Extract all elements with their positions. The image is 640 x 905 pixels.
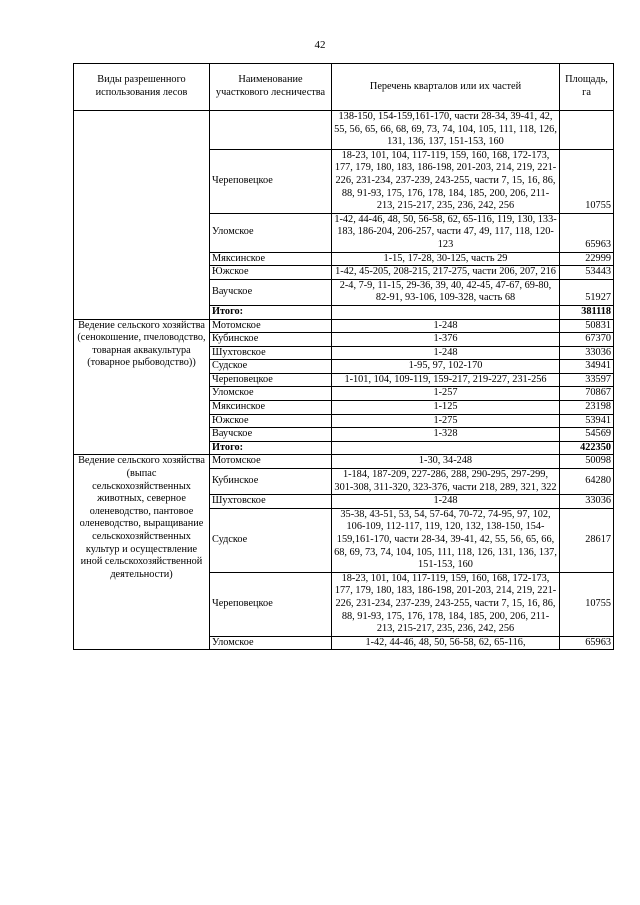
table-row [74,111,614,150]
forestry-name: Кубинское [210,333,332,347]
forestry-name: Уломское [210,387,332,401]
blocks-list: 35-38, 43-51, 53, 54, 57-64, 70-72, 74-95, 97, 102, 106-109, 112-117, 119, 120, 132, 138-150, 154-159,161-170, части 28-34, 39-41, 42, 55, 56, 65, 66, 68, 69, 73, 74, 104, 105, 111, 118, 126, 131, 136, 137, 151-153, 160 [332,508,560,572]
forestry-name: Судское [210,508,332,572]
blocks-list: 1-42, 44-46, 48, 50, 56-58, 62, 65-116, 119, 130, 133-183, 186-204, 206-257, части 47, 49, 117, 118, 120-123 [332,213,560,252]
use-type-cell: Ведение сельского хозяйства (сенокошение, пчеловодство, товарная аквакультура (товарное рыбоводство)) [74,319,210,455]
forestry-name: Судское [210,360,332,374]
total-value: 381118 [560,305,614,319]
forestry-name: Мотомское [210,455,332,469]
forestry-name: Ваучское [210,279,332,305]
area-value [560,111,614,150]
blocks-list: 1-30, 34-248 [332,455,560,469]
header-area: Площадь, га [560,64,614,111]
total-label: Итого: [210,441,332,455]
area-value: 70867 [560,387,614,401]
area-value: 53443 [560,266,614,280]
blocks-list: 1-248 [332,495,560,509]
total-blocks-empty [332,441,560,455]
table-row [74,319,614,333]
area-value: 50831 [560,319,614,333]
total-value: 422350 [560,441,614,455]
forestry-name [210,111,332,150]
forestry-name: Уломское [210,213,332,252]
blocks-list: 1-95, 97, 102-170 [332,360,560,374]
blocks-list: 1-42, 45-205, 208-215, 217-275, части 206, 207, 216 [332,266,560,280]
forestry-name: Кубинское [210,469,332,495]
forestry-name: Череповецкое [210,373,332,387]
blocks-list: 2-4, 7-9, 11-15, 29-36, 39, 40, 42-45, 47-67, 69-80, 82-91, 93-106, 109-328, часть 68 [332,279,560,305]
area-value: 10755 [560,149,614,213]
header-use: Виды разрешенного использования лесов [74,64,210,111]
blocks-list: 138-150, 154-159,161-170, части 28-34, 39-41, 42, 55, 56, 65, 66, 68, 69, 73, 74, 104, 105, 111, 118, 126, 131, 136, 137, 151-153, 160 [332,111,560,150]
page-number: 42 [314,39,326,51]
blocks-list: 1-184, 187-209, 227-286, 288, 290-295, 297-299, 301-308, 311-320, 323-376, части 218, 289, 321, 322 [332,469,560,495]
area-value: 22999 [560,252,614,266]
area-value: 10755 [560,572,614,636]
forestry-name: Мяксинское [210,401,332,415]
use-type-cell: Ведение сельского хозяйства (выпас сельскохозяйственных животных, северное оленеводство, пантовое оленеводство, выращивание сельскохозяйственных культур и осуществление иной сельскохозяйственной деятельности) [74,455,210,650]
forestry-name: Ваучское [210,428,332,442]
area-value: 33597 [560,373,614,387]
area-value: 67370 [560,333,614,347]
forestry-name: Шухтовское [210,495,332,509]
forestry-name: Череповецкое [210,572,332,636]
area-value: 33036 [560,346,614,360]
forestry-name: Шухтовское [210,346,332,360]
area-value: 28617 [560,508,614,572]
blocks-list: 1-42, 44-46, 48, 50, 56-58, 62, 65-116, [332,636,560,650]
area-value: 50098 [560,455,614,469]
blocks-list: 1-376 [332,333,560,347]
use-type-cell [74,111,210,320]
forestry-name: Череповецкое [210,149,332,213]
forest-use-table [73,63,614,650]
blocks-list: 1-15, 17-28, 30-125, часть 29 [332,252,560,266]
area-value: 65963 [560,213,614,252]
blocks-list: 1-257 [332,387,560,401]
blocks-list: 1-125 [332,401,560,415]
blocks-list: 1-328 [332,428,560,442]
blocks-list: 1-101, 104, 109-119, 159-217, 219-227, 231-256 [332,373,560,387]
forestry-name: Южское [210,414,332,428]
area-value: 64280 [560,469,614,495]
forestry-name: Мяксинское [210,252,332,266]
total-blocks-empty [332,305,560,319]
area-value: 33036 [560,495,614,509]
area-value: 34941 [560,360,614,374]
blocks-list: 1-275 [332,414,560,428]
area-value: 53941 [560,414,614,428]
table-row [74,455,614,469]
area-value: 23198 [560,401,614,415]
blocks-list: 18-23, 101, 104, 117-119, 159, 160, 168, 172-173, 177, 179, 180, 183, 186-198, 201-203, 214, 219, 221-226, 231-234, 237-239, 243-255, части 7, 15, 16, 86, 88, 91-93, 175, 176, 178, 184, 185, 200, 206, 211-213, 215-217, 235, 236, 242, 256 [332,572,560,636]
blocks-list: 1-248 [332,319,560,333]
table-header-row [74,64,614,111]
area-value: 54569 [560,428,614,442]
total-label: Итого: [210,305,332,319]
forestry-name: Мотомское [210,319,332,333]
forestry-name: Уломское [210,636,332,650]
header-blocks: Перечень кварталов или их частей [332,64,560,111]
forestry-name: Южское [210,266,332,280]
area-value: 51927 [560,279,614,305]
blocks-list: 1-248 [332,346,560,360]
header-forestry: Наименование участкового лесничества [210,64,332,111]
area-value: 65963 [560,636,614,650]
blocks-list: 18-23, 101, 104, 117-119, 159, 160, 168, 172-173, 177, 179, 180, 183, 186-198, 201-203, 214, 219, 221-226, 231-234, 237-239, 243-255, части 7, 15, 16, 86, 88, 91-93, 175, 176, 178, 184, 185, 200, 206, 211-213, 215-217, 235, 236, 242, 256 [332,149,560,213]
